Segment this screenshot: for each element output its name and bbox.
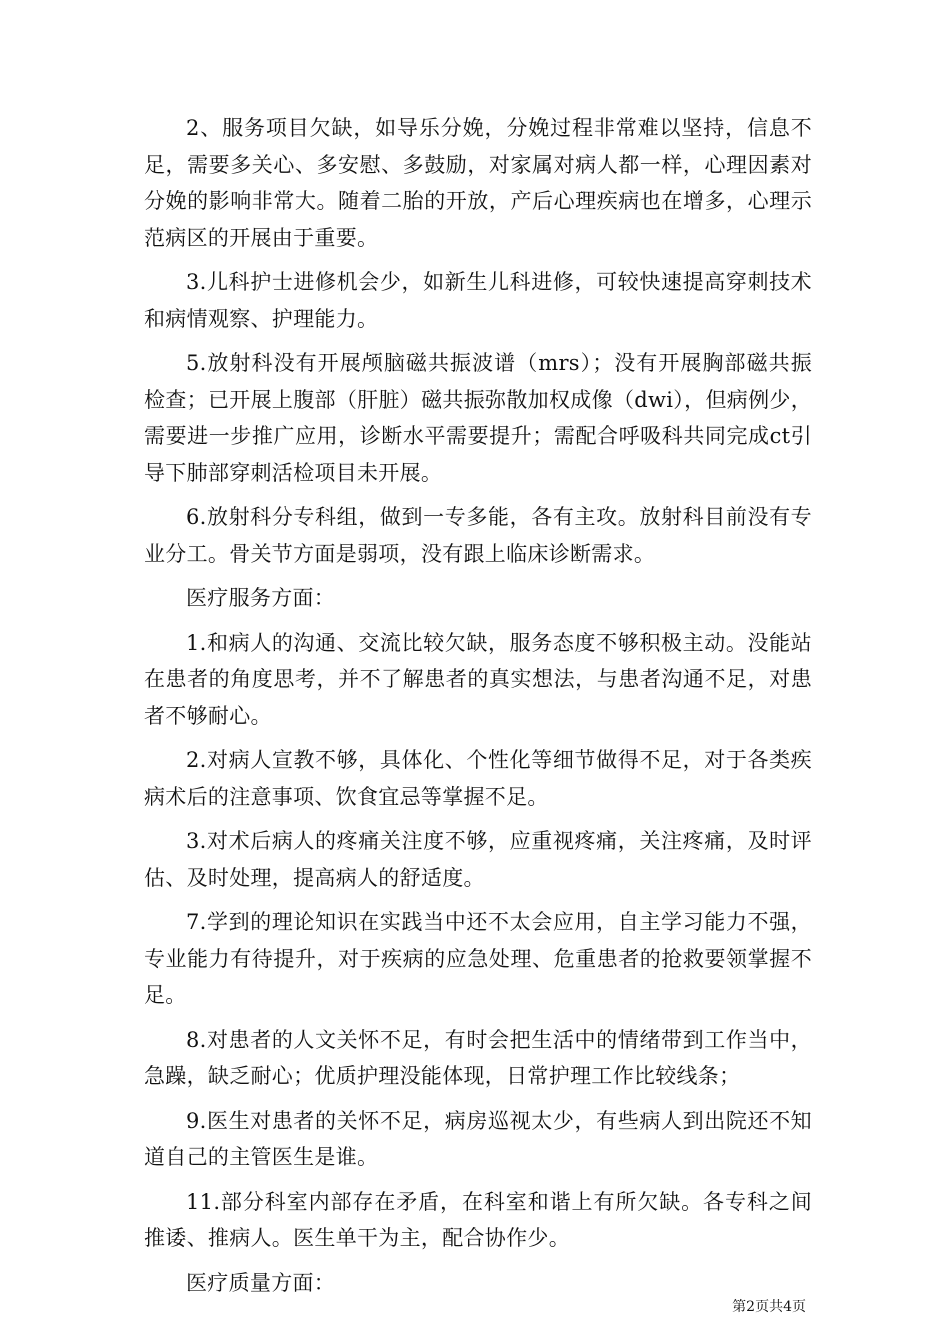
paragraph-doctor-care: 9.医生对患者的关怀不足，病房巡视太少，有些病人到出院还不知道自己的主管医生是谁。 xyxy=(144,1108,812,1169)
paragraph-department-conflict: 11.部分科室内部存在矛盾，在科室和谐上有所欠缺。各专科之间推诿、推病人。医生单干为主，配合协作少。 xyxy=(144,1189,812,1250)
paragraph-radiology-specialty: 6.放射科分专科组，做到一专多能，各有主攻。放射科目前没有专业分工。骨关节方面是弱项，没有跟上临床诊断需求。 xyxy=(144,505,812,566)
page-number-footer: 第2页共4页 xyxy=(732,1299,806,1315)
document-body xyxy=(144,110,812,1309)
section-heading-medical-service: 医疗服务方面： xyxy=(186,586,336,610)
paragraph-service-items: 2、服务项目欠缺，如导乐分娩，分娩过程非常难以坚持，信息不足，需要多关心、多安慰、多鼓励，对家属对病人都一样，心理因素对分娩的影响非常大。随着二胎的开放，产后心理疾病也在增多，心理示范病区的开展由于重要。 xyxy=(144,116,812,250)
paragraph-theory-practice: 7.学到的理论知识在实践当中还不太会应用，自主学习能力不强，专业能力有待提升，对于疾病的应急处理、危重患者的抢救要领掌握不足。 xyxy=(144,910,812,1007)
paragraph-pediatric-nurse: 3.儿科护士进修机会少，如新生儿科进修，可较快速提高穿刺技术和病情观察、护理能力。 xyxy=(144,270,812,331)
paragraph-radiology-mrs: 5.放射科没有开展颅脑磁共振波谱（mrs）；没有开展胸部磁共振检查；已开展上腹部（肝脏）磁共振弥散加权成像（dwi），但病例少，需要进一步推广应用，诊断水平需要提升；需配合呼吸科共同完成ct引导下肺部穿刺活检项目未开展。 xyxy=(144,351,812,485)
paragraph-pain-management: 3.对术后病人的疼痛关注度不够，应重视疼痛，关注疼痛，及时评估、及时处理，提高病人的舒适度。 xyxy=(144,829,812,890)
paragraph-communication: 1.和病人的沟通、交流比较欠缺，服务态度不够积极主动。没能站在患者的角度思考，并不了解患者的真实想法，与患者沟通不足，对患者不够耐心。 xyxy=(144,630,812,728)
paragraph-humanistic-care: 8.对患者的人文关怀不足，有时会把生活中的情绪带到工作当中，急躁，缺乏耐心；优质护理没能体现，日常护理工作比较线条； xyxy=(144,1027,812,1088)
section-heading-medical-quality: 医疗质量方面： xyxy=(186,1270,336,1295)
paragraph-patient-education: 2.对病人宣教不够，具体化、个性化等细节做得不足，对于各类疾病术后的注意事项、饮食宜忌等掌握不足。 xyxy=(144,748,812,809)
